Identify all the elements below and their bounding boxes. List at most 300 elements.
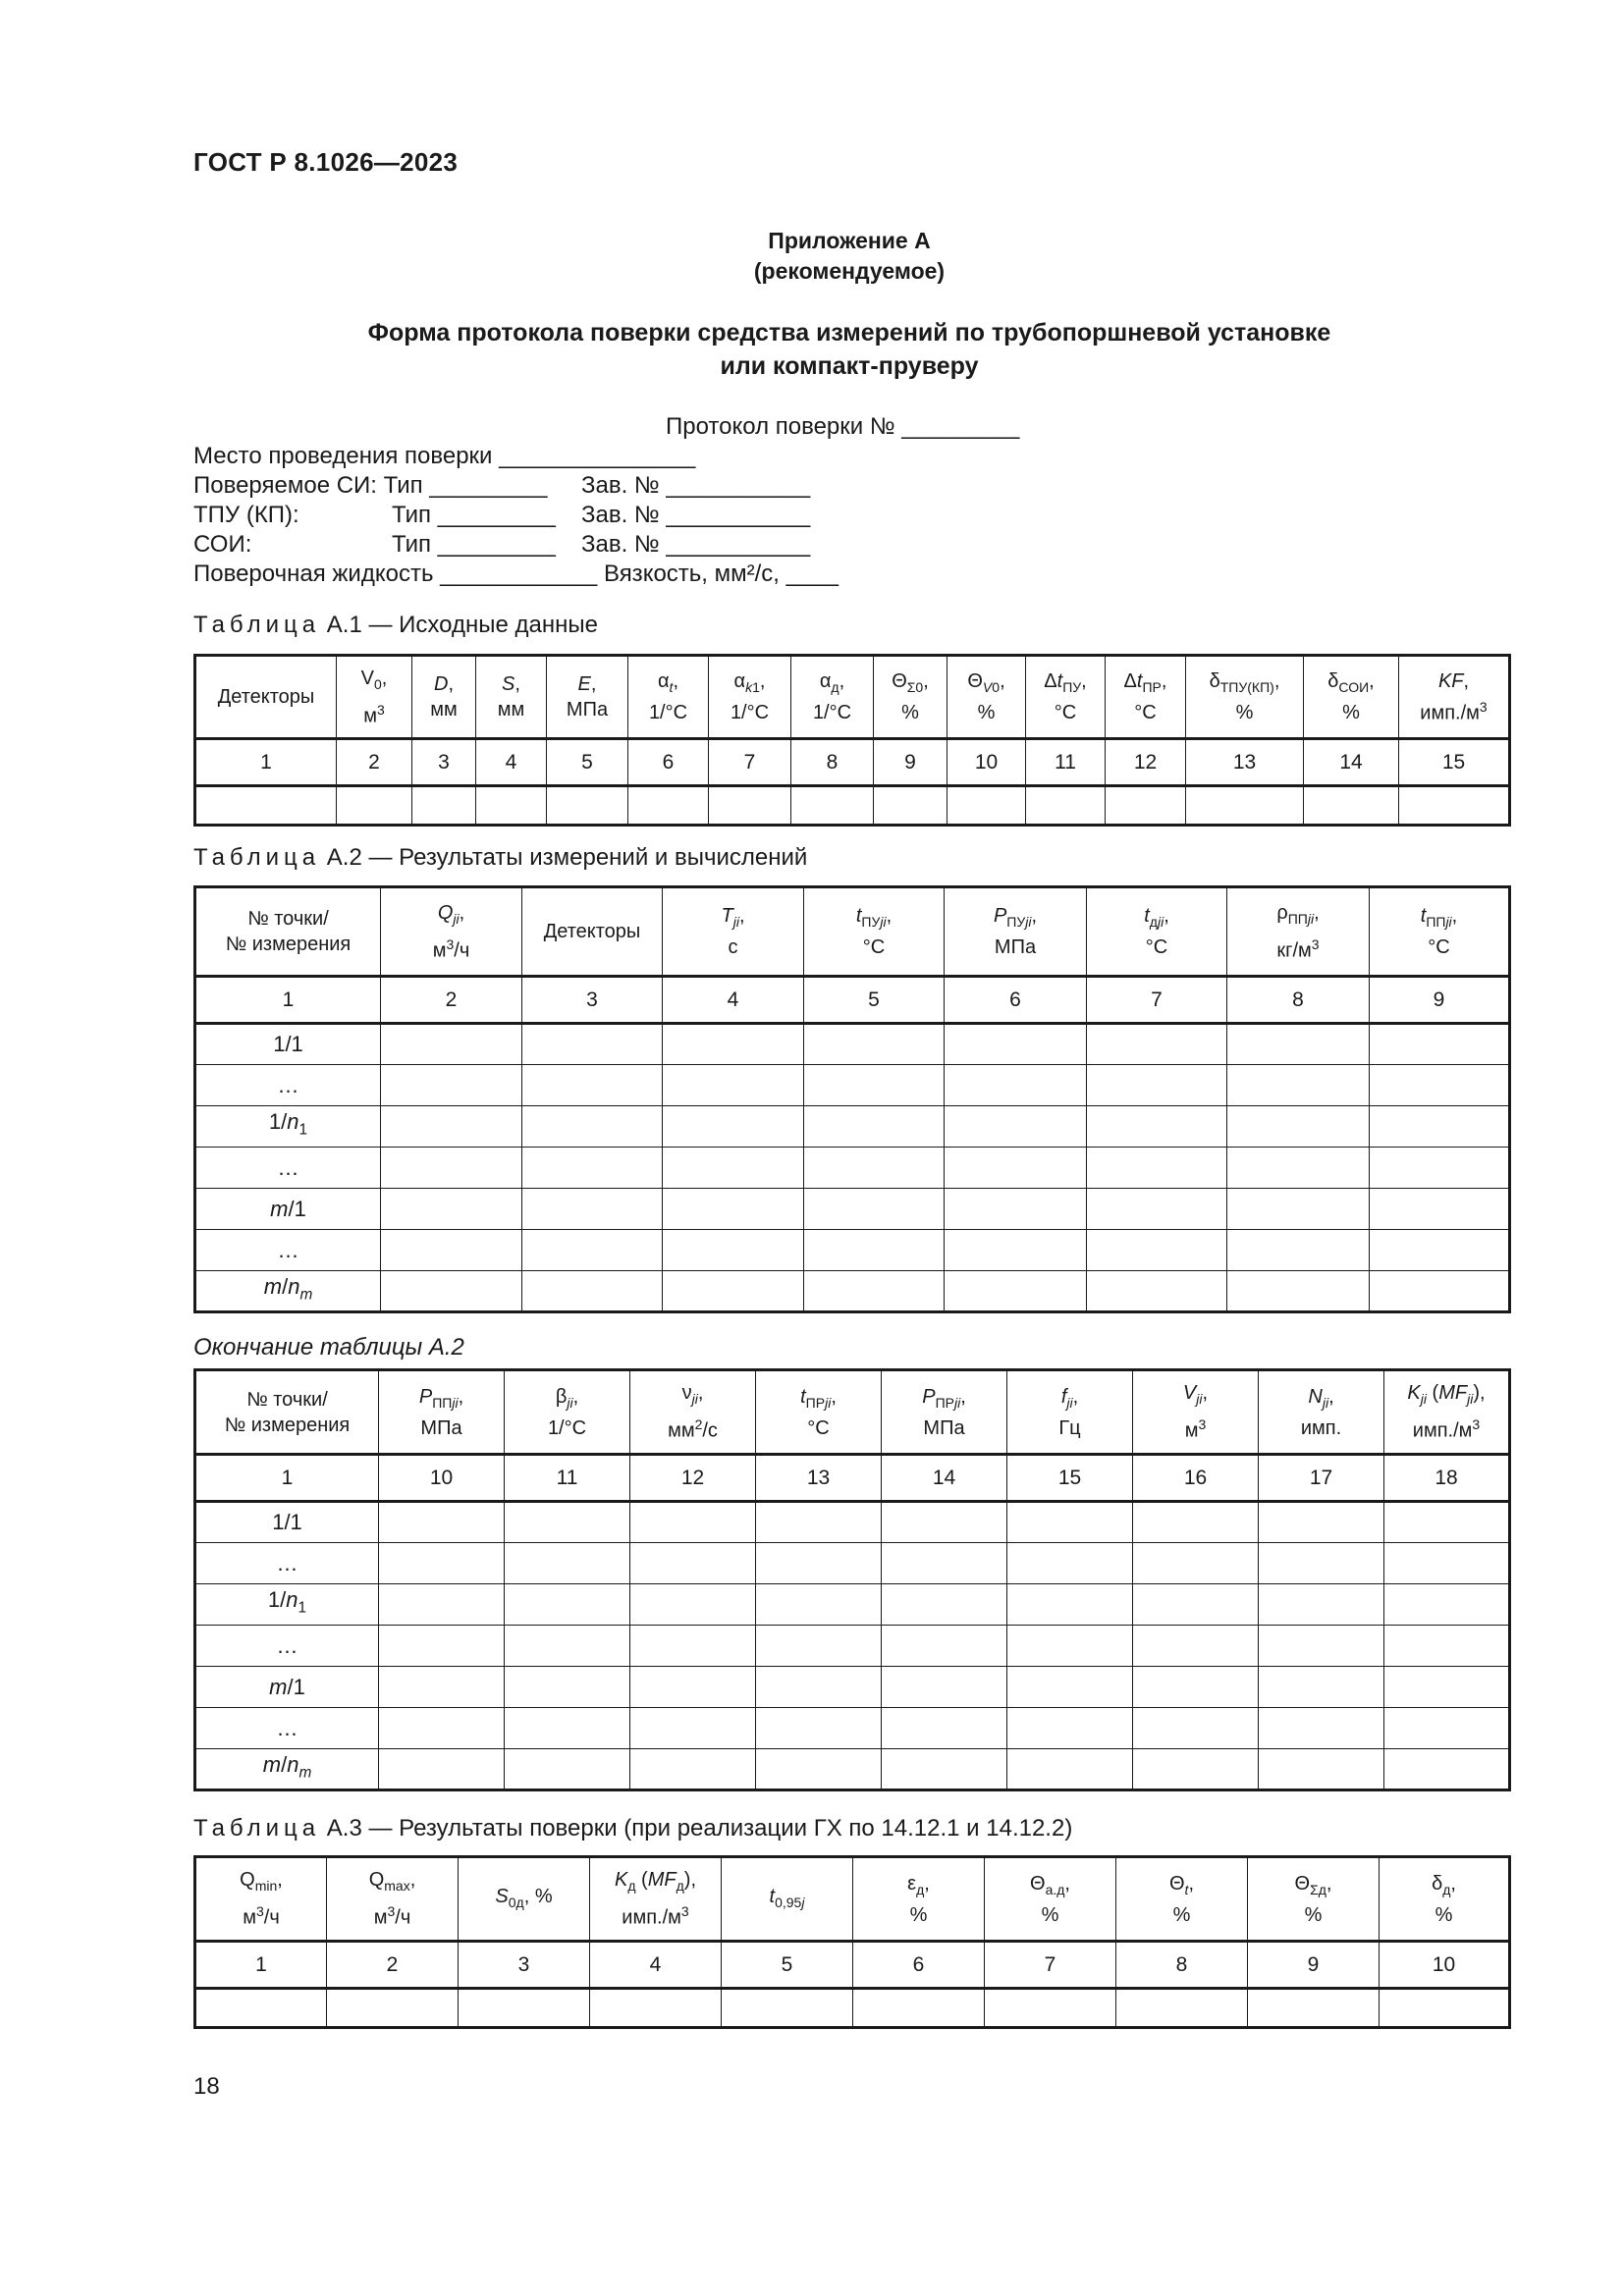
row-label-cell: $1/n_1$: [195, 1584, 379, 1626]
data-row: [195, 1667, 1510, 1708]
data-cell[interactable]: [1384, 1543, 1510, 1584]
data-row: [195, 1189, 1510, 1230]
column-header-cell: $f_{ji}$, Гц: [1007, 1370, 1133, 1455]
data-cell[interactable]: [1007, 1543, 1133, 1584]
column-header-cell: $Q_{min}$, $м^3/ч$: [195, 1857, 327, 1942]
data-cell[interactable]: [1133, 1749, 1259, 1790]
data-row: [195, 1065, 1510, 1106]
column-header-cell: S, мм: [476, 656, 547, 739]
data-cell[interactable]: [804, 1065, 945, 1106]
column-number-cell: 3: [522, 977, 663, 1024]
column-header-cell: $\delta_{СОИ}$, %: [1304, 656, 1399, 739]
data-cell[interactable]: [1304, 786, 1399, 826]
column-number-cell: 15: [1007, 1455, 1133, 1502]
column-number-cell: 5: [547, 739, 628, 786]
data-cell[interactable]: [1370, 1065, 1510, 1106]
data-cell[interactable]: [1259, 1626, 1384, 1667]
data-cell[interactable]: [195, 1989, 327, 2028]
data-cell[interactable]: [1133, 1626, 1259, 1667]
caption-text: А.1 — Исходные данные: [326, 612, 598, 638]
column-number-cell: 9: [1370, 977, 1510, 1024]
data-cell[interactable]: [1227, 1024, 1370, 1065]
column-number-cell: 2: [327, 1942, 459, 1989]
data-cell[interactable]: [412, 786, 476, 826]
data-cell[interactable]: [1370, 1230, 1510, 1271]
column-number-cell: 8: [1116, 1942, 1248, 1989]
data-cell[interactable]: [1007, 1749, 1133, 1790]
data-cell[interactable]: [379, 1667, 505, 1708]
column-header-cell: $\alpha_д$, 1/°С: [791, 656, 874, 739]
header-row: [195, 656, 1510, 739]
data-cell[interactable]: [1186, 786, 1304, 826]
column-header-cell: Детекторы: [522, 887, 663, 977]
column-header-cell: $\rho_{ППji}$, $кг/м^3$: [1227, 887, 1370, 977]
column-header-cell: D, мм: [412, 656, 476, 739]
column-number-cell: 6: [945, 977, 1087, 1024]
column-number-cell: 15: [1399, 739, 1510, 786]
data-cell[interactable]: [874, 786, 947, 826]
data-cell[interactable]: [381, 1148, 522, 1189]
column-header-cell: $\delta_{ТПУ(КП)}$, %: [1186, 656, 1304, 739]
column-number-cell: 6: [628, 739, 709, 786]
field-soi-serial[interactable]: Зав. № ___________: [581, 531, 811, 558]
data-cell[interactable]: [1259, 1667, 1384, 1708]
field-location[interactable]: Место проведения поверки _______________: [193, 443, 696, 469]
caption-prefix: Таблица: [193, 612, 321, 638]
data-cell[interactable]: [1087, 1148, 1227, 1189]
data-cell[interactable]: [1227, 1189, 1370, 1230]
data-cell[interactable]: [381, 1065, 522, 1106]
data-cell[interactable]: [1380, 1989, 1510, 2028]
data-cell[interactable]: [791, 786, 874, 826]
column-header-cell: $T_{ji}$, с: [663, 887, 804, 977]
data-cell[interactable]: [1087, 1065, 1227, 1106]
column-header-cell: $\Theta_{\Sigma д}$, %: [1248, 1857, 1380, 1942]
data-row: [195, 1708, 1510, 1749]
data-cell[interactable]: [1106, 786, 1186, 826]
data-cell[interactable]: [882, 1626, 1007, 1667]
data-cell[interactable]: [381, 1106, 522, 1148]
column-header-cell: $\alpha_t$, 1/°С: [628, 656, 709, 739]
data-cell[interactable]: [756, 1502, 882, 1543]
column-header-cell: $\Theta_{а.д}$, %: [985, 1857, 1116, 1942]
data-cell[interactable]: [1227, 1065, 1370, 1106]
data-cell[interactable]: [505, 1667, 630, 1708]
data-cell[interactable]: [1259, 1708, 1384, 1749]
data-cell[interactable]: [882, 1749, 1007, 1790]
data-cell[interactable]: [804, 1106, 945, 1148]
column-number-cell: 17: [1259, 1455, 1384, 1502]
table-a1: [193, 654, 1511, 827]
data-cell[interactable]: [804, 1148, 945, 1189]
row-label-cell: …: [195, 1708, 379, 1749]
data-cell[interactable]: [522, 1024, 663, 1065]
row-label-cell: m/1: [195, 1667, 379, 1708]
data-cell[interactable]: [1384, 1502, 1510, 1543]
data-cell[interactable]: [882, 1502, 1007, 1543]
column-number-cell: 4: [476, 739, 547, 786]
data-row: [195, 1271, 1510, 1312]
row-label-cell: …: [195, 1230, 381, 1271]
column-number-cell: 7: [709, 739, 791, 786]
column-number-cell: 7: [985, 1942, 1116, 1989]
data-cell[interactable]: [663, 1148, 804, 1189]
data-cell[interactable]: [1007, 1667, 1133, 1708]
header-row: [195, 1370, 1510, 1455]
data-cell[interactable]: [1007, 1708, 1133, 1749]
form-title-line-2: или компакт-пруверу: [720, 352, 979, 380]
column-number-cell: 10: [1380, 1942, 1510, 1989]
data-cell[interactable]: [337, 786, 412, 826]
column-number-cell: 1: [195, 739, 337, 786]
data-cell[interactable]: [945, 1065, 1087, 1106]
data-cell[interactable]: [522, 1271, 663, 1312]
data-cell[interactable]: [505, 1626, 630, 1667]
column-header-cell: $Q_{ji}$, $м^3/ч$: [381, 887, 522, 977]
data-cell[interactable]: [709, 786, 791, 826]
table-a2-continuation: [193, 1368, 1511, 1791]
column-number-cell: 9: [1248, 1942, 1380, 1989]
column-number-cell: 12: [630, 1455, 756, 1502]
column-header-cell: $K_д$ $(MF_д)$, $имп./м^3$: [590, 1857, 722, 1942]
data-cell[interactable]: [1370, 1271, 1510, 1312]
data-cell[interactable]: [947, 786, 1026, 826]
data-cell[interactable]: [381, 1024, 522, 1065]
data-cell[interactable]: [882, 1667, 1007, 1708]
data-cell[interactable]: [1227, 1106, 1370, 1148]
column-number-cell: 4: [663, 977, 804, 1024]
annex-title: Приложение А: [768, 228, 931, 253]
column-number-row: [195, 739, 1510, 786]
data-cell[interactable]: [882, 1543, 1007, 1584]
data-cell[interactable]: [945, 1106, 1087, 1148]
row-label-cell: $m/n_m$: [195, 1271, 381, 1312]
data-cell[interactable]: [522, 1106, 663, 1148]
data-cell[interactable]: [663, 1271, 804, 1312]
data-cell[interactable]: [756, 1626, 882, 1667]
data-cell[interactable]: [1087, 1106, 1227, 1148]
column-number-cell: 2: [337, 739, 412, 786]
data-row: [195, 1626, 1510, 1667]
data-cell[interactable]: [853, 1989, 985, 2028]
column-number-cell: 14: [1304, 739, 1399, 786]
column-number-cell: 13: [756, 1455, 882, 1502]
row-label-cell: …: [195, 1148, 381, 1189]
column-number-cell: 2: [381, 977, 522, 1024]
data-cell[interactable]: [381, 1271, 522, 1312]
column-header-cell: $P_{ПУji}$, МПа: [945, 887, 1087, 977]
data-cell[interactable]: [1133, 1667, 1259, 1708]
protocol-number-line: [666, 413, 1019, 441]
data-cell[interactable]: [1087, 1230, 1227, 1271]
column-number-cell: 4: [590, 1942, 722, 1989]
column-header-cell: $P_{ПРji}$, МПа: [882, 1370, 1007, 1455]
table-a3-caption: [193, 1815, 1072, 1842]
protocol-label: Протокол поверки №: [666, 413, 895, 440]
data-row: [195, 1584, 1510, 1626]
table-a2-caption: [193, 844, 807, 872]
data-cell[interactable]: [663, 1230, 804, 1271]
data-cell[interactable]: [630, 1667, 756, 1708]
data-cell[interactable]: [1087, 1271, 1227, 1312]
row-label-cell: $1/n_1$: [195, 1106, 381, 1148]
column-header-cell: $\alpha_{k1}$, 1/°С: [709, 656, 791, 739]
data-row: [195, 1543, 1510, 1584]
data-cell[interactable]: [985, 1989, 1116, 2028]
data-cell[interactable]: [1259, 1543, 1384, 1584]
column-header-cell: $\Theta_t$, %: [1116, 1857, 1248, 1942]
column-header-cell: $P_{ППji}$, МПа: [379, 1370, 505, 1455]
data-cell[interactable]: [663, 1189, 804, 1230]
annex-heading: [0, 226, 1624, 287]
header-row: [195, 1857, 1510, 1942]
data-cell[interactable]: [628, 786, 709, 826]
column-number-cell: 11: [505, 1455, 630, 1502]
data-cell[interactable]: [722, 1989, 853, 2028]
data-row: [195, 1230, 1510, 1271]
data-row: [195, 1989, 1510, 2028]
field-liquid-viscosity[interactable]: Поверочная жидкость ____________ Вязкость, мм²/с, ____: [193, 561, 839, 587]
data-row: [195, 786, 1510, 826]
column-header-cell: $t_{ППji}$, °С: [1370, 887, 1510, 977]
data-cell[interactable]: [379, 1749, 505, 1790]
data-cell[interactable]: [505, 1543, 630, 1584]
data-cell[interactable]: [663, 1024, 804, 1065]
column-header-cell: $t_{ПУji}$, °С: [804, 887, 945, 977]
data-cell[interactable]: [756, 1749, 882, 1790]
data-cell[interactable]: [381, 1230, 522, 1271]
data-cell[interactable]: [945, 1271, 1087, 1312]
column-header-cell: $\beta_{ji}$, 1/°С: [505, 1370, 630, 1455]
column-header-cell: $\Theta_{\Sigma 0}$, %: [874, 656, 947, 739]
data-row: [195, 1502, 1510, 1543]
row-label-cell: 1/1: [195, 1502, 379, 1543]
table-a1-caption: [193, 612, 598, 639]
column-number-cell: 5: [804, 977, 945, 1024]
table-a3: [193, 1855, 1511, 2029]
data-cell[interactable]: [945, 1148, 1087, 1189]
column-number-row: [195, 1455, 1510, 1502]
data-cell[interactable]: [1133, 1543, 1259, 1584]
column-number-cell: 16: [1133, 1455, 1259, 1502]
field-si-serial[interactable]: Зав. № ___________: [581, 472, 811, 499]
column-number-cell: 8: [1227, 977, 1370, 1024]
field-soi-label: СОИ:: [193, 531, 252, 558]
column-number-cell: 3: [412, 739, 476, 786]
data-row: [195, 1148, 1510, 1189]
data-cell[interactable]: [1227, 1148, 1370, 1189]
data-cell[interactable]: [1370, 1148, 1510, 1189]
column-header-cell: № точки/ № измерения: [195, 1370, 379, 1455]
data-cell[interactable]: [522, 1065, 663, 1106]
column-header-cell: E, МПа: [547, 656, 628, 739]
data-cell[interactable]: [1384, 1708, 1510, 1749]
data-cell[interactable]: [379, 1708, 505, 1749]
column-header-cell: Детекторы: [195, 656, 337, 739]
data-cell[interactable]: [590, 1989, 722, 2028]
row-label-cell: $m/n_m$: [195, 1749, 379, 1790]
data-cell[interactable]: [630, 1708, 756, 1749]
column-header-cell: $N_{ji}$, имп.: [1259, 1370, 1384, 1455]
table-a2: [193, 885, 1511, 1313]
data-cell[interactable]: [522, 1230, 663, 1271]
page-number: 18: [193, 2073, 220, 2100]
data-row: [195, 1106, 1510, 1148]
data-cell[interactable]: [379, 1584, 505, 1626]
data-cell[interactable]: [663, 1065, 804, 1106]
data-cell[interactable]: [1087, 1189, 1227, 1230]
data-cell[interactable]: [945, 1189, 1087, 1230]
data-cell[interactable]: [1259, 1502, 1384, 1543]
column-header-cell: $Q_{max}$, $м^3/ч$: [327, 1857, 459, 1942]
data-cell[interactable]: [1259, 1584, 1384, 1626]
column-header-cell: $\Theta_{V0}$, %: [947, 656, 1026, 739]
data-cell[interactable]: [476, 786, 547, 826]
data-cell[interactable]: [1370, 1189, 1510, 1230]
column-header-cell: $\Delta t_{ПР}$, °С: [1106, 656, 1186, 739]
data-cell[interactable]: [630, 1543, 756, 1584]
column-number-cell: 1: [195, 1942, 327, 1989]
column-header-cell: $V_{ji}$, $м^3$: [1133, 1370, 1259, 1455]
column-number-cell: 10: [947, 739, 1026, 786]
caption-text: А.2 — Результаты измерений и вычислений: [326, 844, 808, 871]
data-cell[interactable]: [630, 1749, 756, 1790]
data-cell[interactable]: [882, 1584, 1007, 1626]
data-cell[interactable]: [945, 1024, 1087, 1065]
data-cell[interactable]: [945, 1230, 1087, 1271]
column-header-cell: $\nu_{ji}$, $мм^2/с$: [630, 1370, 756, 1455]
column-header-cell: $t_{дji}$, °С: [1087, 887, 1227, 977]
data-cell[interactable]: [1384, 1584, 1510, 1626]
data-cell[interactable]: [756, 1708, 882, 1749]
column-number-cell: 13: [1186, 739, 1304, 786]
field-tpu-serial[interactable]: Зав. № ___________: [581, 502, 811, 528]
data-cell[interactable]: [663, 1106, 804, 1148]
column-header-cell: $V_0$, $м^3$: [337, 656, 412, 739]
data-cell[interactable]: [1133, 1584, 1259, 1626]
header-row: [195, 887, 1510, 977]
data-cell[interactable]: [505, 1749, 630, 1790]
column-header-cell: $\delta_д$, %: [1380, 1857, 1510, 1942]
data-cell[interactable]: [505, 1584, 630, 1626]
column-number-cell: 11: [1026, 739, 1106, 786]
field-soi-type[interactable]: Тип _________: [392, 531, 556, 558]
row-label-cell: m/1: [195, 1189, 381, 1230]
data-cell[interactable]: [1133, 1708, 1259, 1749]
data-cell[interactable]: [459, 1989, 590, 2028]
column-number-cell: 6: [853, 1942, 985, 1989]
data-cell[interactable]: [1399, 786, 1510, 826]
column-number-cell: 1: [195, 977, 381, 1024]
column-number-cell: 1: [195, 1455, 379, 1502]
standard-code: ГОСТ Р 8.1026—2023: [193, 147, 459, 177]
column-number-row: [195, 1942, 1510, 1989]
data-cell[interactable]: [1227, 1271, 1370, 1312]
table-a2-cont-caption: Окончание таблицы А.2: [193, 1334, 464, 1361]
data-cell[interactable]: [1259, 1749, 1384, 1790]
data-cell[interactable]: [804, 1271, 945, 1312]
caption-prefix: Таблица: [193, 1815, 321, 1842]
column-number-cell: 10: [379, 1455, 505, 1502]
column-number-cell: 3: [459, 1942, 590, 1989]
data-cell[interactable]: [522, 1148, 663, 1189]
data-cell[interactable]: [1026, 786, 1106, 826]
data-cell[interactable]: [756, 1667, 882, 1708]
data-cell[interactable]: [756, 1543, 882, 1584]
data-cell[interactable]: [756, 1584, 882, 1626]
form-title-line-1: Форма протокола поверки средства измерений по трубопоршневой установке: [367, 319, 1331, 347]
column-number-cell: 8: [791, 739, 874, 786]
data-cell[interactable]: [379, 1626, 505, 1667]
data-cell[interactable]: [630, 1502, 756, 1543]
data-cell[interactable]: [379, 1543, 505, 1584]
data-cell[interactable]: [804, 1024, 945, 1065]
caption-prefix: Таблица: [193, 844, 321, 871]
data-cell[interactable]: [522, 1189, 663, 1230]
data-cell[interactable]: [1384, 1749, 1510, 1790]
row-label-cell: …: [195, 1065, 381, 1106]
column-number-row: [195, 977, 1510, 1024]
data-cell[interactable]: [882, 1708, 1007, 1749]
data-cell[interactable]: [804, 1230, 945, 1271]
data-row: [195, 1024, 1510, 1065]
data-cell[interactable]: [505, 1502, 630, 1543]
data-cell[interactable]: [1370, 1106, 1510, 1148]
column-number-cell: 12: [1106, 739, 1186, 786]
row-label-cell: …: [195, 1626, 379, 1667]
data-cell[interactable]: [195, 786, 337, 826]
data-cell[interactable]: [804, 1189, 945, 1230]
column-header-cell: $t_{0,95j}$: [722, 1857, 853, 1942]
field-tpu-type[interactable]: Тип _________: [392, 502, 556, 528]
column-header-cell: KF, $имп./м^3$: [1399, 656, 1510, 739]
data-cell[interactable]: [630, 1626, 756, 1667]
field-si-type[interactable]: Поверяемое СИ: Тип _________: [193, 472, 548, 499]
data-cell[interactable]: [630, 1584, 756, 1626]
column-header-cell: $S_{0д}$, %: [459, 1857, 590, 1942]
column-header-cell: $\Delta t_{ПУ}$, °С: [1026, 656, 1106, 739]
data-cell[interactable]: [1248, 1989, 1380, 2028]
column-header-cell: $K_{ji}$ $(MF_{ji})$, $имп./м^3$: [1384, 1370, 1510, 1455]
protocol-number-blank[interactable]: _________: [901, 413, 1020, 440]
column-number-cell: 14: [882, 1455, 1007, 1502]
data-cell[interactable]: [1384, 1667, 1510, 1708]
data-cell[interactable]: [1007, 1584, 1133, 1626]
data-cell[interactable]: [1007, 1502, 1133, 1543]
data-cell[interactable]: [1007, 1626, 1133, 1667]
data-cell[interactable]: [379, 1502, 505, 1543]
data-row: [195, 1749, 1510, 1790]
data-cell[interactable]: [1384, 1626, 1510, 1667]
column-number-cell: 9: [874, 739, 947, 786]
data-cell[interactable]: [1227, 1230, 1370, 1271]
row-label-cell: 1/1: [195, 1024, 381, 1065]
data-cell[interactable]: [1133, 1502, 1259, 1543]
data-cell[interactable]: [1087, 1024, 1227, 1065]
column-number-cell: 18: [1384, 1455, 1510, 1502]
data-cell[interactable]: [327, 1989, 459, 2028]
data-cell[interactable]: [1370, 1024, 1510, 1065]
data-cell[interactable]: [547, 786, 628, 826]
caption-text: А.3 — Результаты поверки (при реализации ГХ по 14.12.1 и 14.12.2): [326, 1815, 1073, 1842]
data-cell[interactable]: [505, 1708, 630, 1749]
annex-status: (рекомендуемое): [753, 258, 946, 284]
column-header-cell: $\varepsilon_д$, %: [853, 1857, 985, 1942]
form-title: [0, 316, 1624, 383]
data-cell[interactable]: [381, 1189, 522, 1230]
field-tpu-label: ТПУ (КП):: [193, 502, 299, 528]
data-cell[interactable]: [1116, 1989, 1248, 2028]
